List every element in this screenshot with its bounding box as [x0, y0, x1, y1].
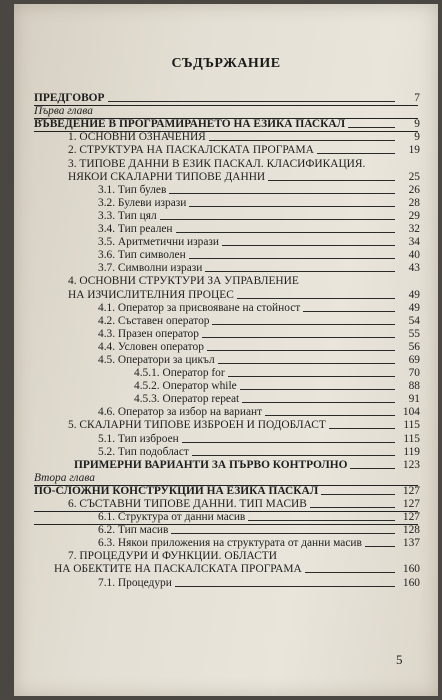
toc-leader — [182, 442, 395, 443]
toc-entry-title: 7. ПРОЦЕДУРИ И ФУНКЦИИ. ОБЛАСТИ — [68, 550, 277, 563]
toc-leader — [317, 153, 395, 154]
toc-leader — [248, 520, 395, 521]
toc-entry — [34, 105, 420, 118]
page-number: 5 — [396, 652, 403, 667]
toc-leader — [171, 533, 395, 534]
toc-entry-title: 4.5.1. Оператор for — [134, 367, 225, 380]
toc-entry-page: 123 — [402, 458, 420, 471]
toc-entry-page: 43 — [408, 262, 420, 275]
toc-entry-title: ПРЕДГОВОР — [34, 92, 105, 105]
toc-entry-page: 55 — [408, 327, 420, 340]
toc-entry — [34, 249, 420, 262]
toc-entry-title: 1. ОСНОВНИ ОЗНАЧЕНИЯ — [68, 131, 206, 144]
toc-leader — [202, 337, 395, 338]
toc-leader — [237, 298, 395, 299]
toc-leader — [365, 546, 395, 547]
toc-leader — [160, 219, 395, 220]
toc-leader — [192, 455, 395, 456]
toc-entry-title: Първа глава — [34, 105, 93, 118]
toc-leader — [189, 206, 395, 207]
toc-leader — [242, 402, 395, 403]
toc-entry — [34, 406, 420, 419]
toc-entry-page: 40 — [408, 249, 420, 262]
toc-entry-title: 4.2. Съставен оператор — [98, 314, 210, 327]
toc-entry-title: 5.2. Тип подобласт — [98, 445, 189, 458]
toc-entry — [34, 354, 420, 367]
toc-entry-page: 91 — [408, 393, 420, 406]
toc-entry-page: 9 — [414, 131, 420, 144]
toc-leader — [350, 468, 395, 469]
toc-entry-title: 3.4. Тип реален — [98, 223, 173, 236]
toc-leader — [228, 376, 395, 377]
toc-entry — [34, 419, 420, 432]
toc-entry-page: 7 — [414, 92, 420, 105]
toc-entry — [34, 380, 420, 393]
toc-entry — [34, 184, 420, 197]
toc-entry — [34, 144, 420, 157]
toc-entry-title: Втора глава — [34, 471, 95, 484]
toc-entry-page: 56 — [408, 340, 420, 353]
toc-entry-page: 127 — [402, 511, 420, 524]
toc-entry — [34, 157, 420, 170]
toc-leader — [268, 180, 395, 181]
toc-entry-title: 4.5.3. Оператор repeat — [134, 393, 240, 406]
toc-entry-title: 4.5. Оператори за цикъл — [98, 353, 215, 366]
toc-entry-title: 2. СТРУКТУРА НА ПАСКАЛСКАТА ПРОГРАМА — [68, 144, 314, 157]
toc-entry — [34, 550, 420, 563]
toc-entry — [34, 367, 420, 380]
toc-entry — [34, 302, 420, 315]
toc-entry-title: 4. ОСНОВНИ СТРУКТУРИ ЗА УПРАВЛЕНИЕ — [68, 275, 299, 288]
toc-leader — [189, 258, 395, 259]
toc-entry — [34, 576, 420, 589]
toc-entry — [34, 118, 420, 131]
toc-entry-title: 5. СКАЛАРНИ ТИПОВЕ ИЗБРОЕН И ПОДОБЛАСТ — [68, 419, 326, 432]
toc-leader — [348, 127, 395, 128]
toc-leader — [207, 350, 395, 351]
toc-entry — [34, 472, 420, 485]
toc-entry — [34, 341, 420, 354]
toc-entry-page: 26 — [408, 183, 420, 196]
toc-entry — [34, 236, 420, 249]
toc-entry-title: 3.7. Символни изрази — [98, 262, 203, 275]
toc-entry — [34, 275, 420, 288]
toc-entry-page: 104 — [402, 406, 420, 419]
toc-entry — [34, 288, 420, 301]
toc-entry — [34, 328, 420, 341]
toc-entry-title: 6. СЪСТАВНИ ТИПОВЕ ДАННИ. ТИП МАСИВ — [68, 498, 307, 510]
toc-entry-title: 3.2. Булеви изрази — [98, 196, 187, 209]
toc-entry-page: 25 — [408, 170, 420, 183]
toc-leader — [218, 363, 395, 364]
toc-entry-title: ПО-СЛОЖНИ КОНСТРУКЦИИ НА ЕЗИКА ПАСКАЛ — [34, 484, 319, 497]
toc-entry-page: 115 — [403, 432, 420, 445]
toc-entry-page: 34 — [408, 236, 420, 249]
toc-entry — [34, 223, 420, 236]
toc-entry-page: 115 — [403, 419, 420, 432]
toc-entry-title: 3.5. Аритметични изрази — [98, 236, 219, 249]
toc-entry-page: 19 — [408, 144, 420, 157]
book-page — [14, 4, 438, 696]
toc-entry-title: 4.4. Условен оператор — [98, 340, 204, 353]
toc-leader — [321, 494, 395, 495]
toc-entry-page: 70 — [408, 367, 420, 380]
toc-entry — [34, 563, 420, 576]
toc-entry — [34, 92, 420, 105]
toc-entry-title: 3.6. Тип символен — [98, 249, 186, 262]
toc-entry-title: 4.6. Оператор за избор на вариант — [98, 406, 263, 419]
toc-entry-page: 160 — [402, 563, 420, 576]
toc-entry-page: 28 — [408, 196, 420, 209]
toc-entry-title: 4.5.2. Оператор while — [134, 380, 237, 393]
toc-entry-page: 160 — [402, 576, 420, 589]
toc-leader — [240, 389, 395, 390]
toc-entry-title: НЯКОИ СКАЛАРНИ ТИПОВЕ ДАННИ — [68, 170, 266, 183]
toc-leader — [169, 193, 395, 194]
toc-entry — [34, 537, 420, 550]
toc-leader — [175, 586, 395, 587]
toc-entry-title: 6.3. Някои приложения на структурата от данни масив — [98, 537, 362, 550]
toc-leader — [329, 428, 395, 429]
toc-entry-page: 29 — [408, 209, 420, 222]
toc-entry-page: 88 — [408, 380, 420, 393]
toc-leader — [212, 324, 395, 325]
toc-entry — [34, 432, 420, 445]
toc-entry-title: 5.1. Тип изброен — [98, 432, 179, 445]
toc-leader — [205, 271, 395, 272]
toc-entry — [34, 524, 420, 537]
toc-entry — [34, 131, 420, 144]
toc-entry-title: ВЪВЕДЕНИЕ В ПРОГРАМИРАНЕТО НА ЕЗИКА ПАСКАЛ — [34, 118, 346, 131]
toc-leader — [265, 415, 395, 416]
toc-leader — [108, 101, 396, 102]
toc-entry-title: 4.3. Празен оператор — [98, 327, 199, 340]
toc-entry — [34, 485, 420, 498]
toc-entry — [34, 459, 420, 472]
toc-entry-page: 9 — [414, 118, 420, 131]
toc-entry-title: НА ОБЕКТИТЕ НА ПАСКАЛСКАТА ПРОГРАМА — [54, 563, 302, 576]
toc-leader — [305, 572, 395, 573]
toc-entry-page: 127 — [402, 484, 420, 497]
toc-entry-title: НА ИЗЧИСЛИТЕЛНИЯ ПРОЦЕС — [68, 288, 234, 301]
toc-leader — [209, 140, 395, 141]
toc-entry-title: 3.3. Тип цял — [98, 209, 157, 222]
toc-entry-page: 69 — [408, 353, 420, 366]
toc-entry-page: 137 — [402, 537, 420, 550]
toc-entry-title: 3. ТИПОВЕ ДАННИ В ЕЗИК ПАСКАЛ. КЛАСИФИКАЦИЯ. — [68, 157, 366, 170]
toc-entry — [34, 446, 420, 459]
toc-entry — [34, 498, 420, 511]
toc-entry-title: 6.1. Структура от данни масив — [98, 511, 246, 524]
page-title: СЪДЪРЖАНИЕ — [171, 56, 281, 71]
toc-entry — [34, 315, 420, 328]
toc-leader — [303, 311, 395, 312]
toc-entry-title: 4.1. Оператор за присвояване на стойност — [98, 301, 301, 314]
toc-entry — [34, 262, 420, 275]
toc-entry-page: 49 — [408, 288, 420, 301]
table-of-contents — [34, 92, 420, 590]
toc-entry — [34, 511, 420, 524]
toc-entry — [34, 210, 420, 223]
toc-leader — [310, 507, 395, 508]
toc-entry-title: ПРИМЕРНИ ВАРИАНТИ ЗА ПЪРВО КОНТРОЛНО — [74, 458, 348, 471]
toc-entry-page: 49 — [408, 301, 420, 314]
toc-entry-title: 6.2. Тип масив — [98, 524, 169, 537]
toc-entry-page: 119 — [403, 445, 420, 458]
toc-entry-title: 3.1. Тип булев — [98, 183, 167, 196]
toc-leader — [222, 245, 395, 246]
toc-entry-title: 7.1. Процедури — [98, 576, 172, 589]
toc-entry-page: 54 — [408, 314, 420, 327]
toc-leader — [176, 232, 395, 233]
toc-entry-page: 127 — [402, 498, 420, 510]
toc-entry-page: 32 — [408, 223, 420, 236]
toc-entry — [34, 393, 420, 406]
toc-entry — [34, 197, 420, 210]
toc-entry — [34, 171, 420, 184]
toc-entry-page: 128 — [402, 524, 420, 537]
